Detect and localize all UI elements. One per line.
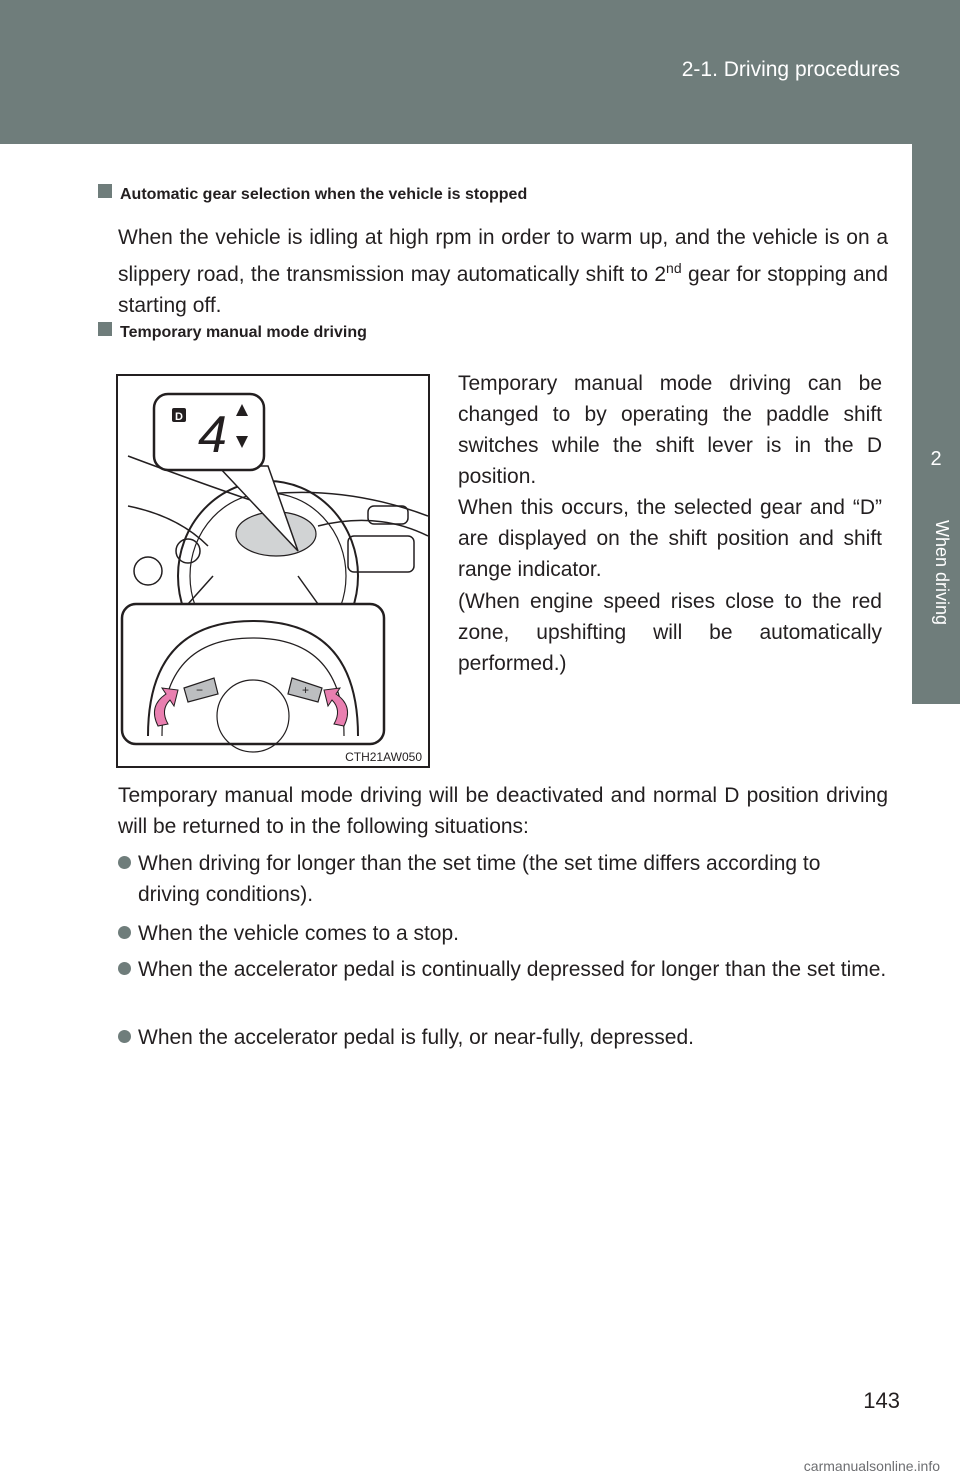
plus-paddle-label: + [302, 683, 310, 697]
heading-text: Automatic gear selection when the vehicle is stopped [120, 186, 528, 203]
square-bullet-icon [98, 184, 112, 198]
figure-code: CTH21AW050 [345, 750, 422, 764]
page-number: 143 [863, 1388, 900, 1413]
list-item [118, 954, 888, 985]
heading-temporary-manual [98, 322, 367, 342]
display-gear-digit: 4 [198, 406, 227, 464]
side-paragraph: When this occurs, the selected gear and “D” are displayed on the shift position and shift range indicator. [458, 496, 882, 581]
steering-wheel-illustration [118, 376, 428, 766]
chapter-name: When driving [932, 520, 952, 626]
list-item-text: When driving for longer than the set time (the set time differs according to driving conditions). [138, 852, 821, 906]
minus-paddle-label: − [196, 683, 204, 697]
section-title: 2-1. Driving procedures [681, 58, 900, 81]
watermark: carmanualsonline.info [803, 1458, 940, 1474]
deactivation-intro: Temporary manual mode driving will be deactivated and normal D position driving will be returned to in the following situations: [118, 784, 888, 838]
list-item-text: When the accelerator pedal is continually depressed for longer than the set time. [138, 958, 887, 981]
list-item-text: When the vehicle comes to a stop. [138, 922, 459, 945]
square-bullet-icon [98, 322, 112, 336]
paragraph-text: gear for stopping and starting off. [118, 263, 889, 317]
round-bullet-icon [118, 926, 131, 939]
paddle-shift-figure [116, 374, 430, 768]
round-bullet-icon [118, 1030, 131, 1043]
side-paragraph: Temporary manual mode driving can be changed to by operating the paddle shift switches while the shift lever is in the D position. [458, 372, 882, 488]
paragraph-text: When the vehicle is idling at high rpm in order to warm up, and the vehicle is on a slippery road, the transmission may automatically shift to 2 [118, 226, 888, 286]
display-mode-label: D [175, 411, 183, 423]
list-item [118, 1022, 888, 1053]
chapter-number: 2 [930, 448, 942, 470]
round-bullet-icon [118, 962, 131, 975]
list-item [118, 918, 888, 949]
side-paragraph: (When engine speed rises close to the red zone, upshifting will be automatically performed.) [458, 590, 882, 675]
heading-automatic-gear [98, 184, 527, 204]
list-item-text: When the accelerator pedal is fully, or near-fully, depressed. [138, 1026, 694, 1049]
paragraph-automatic-gear [118, 222, 888, 321]
round-bullet-icon [118, 856, 131, 869]
page-header [0, 0, 960, 144]
superscript: nd [666, 260, 682, 276]
heading-text: Temporary manual mode driving [120, 324, 367, 341]
list-item [118, 848, 888, 906]
